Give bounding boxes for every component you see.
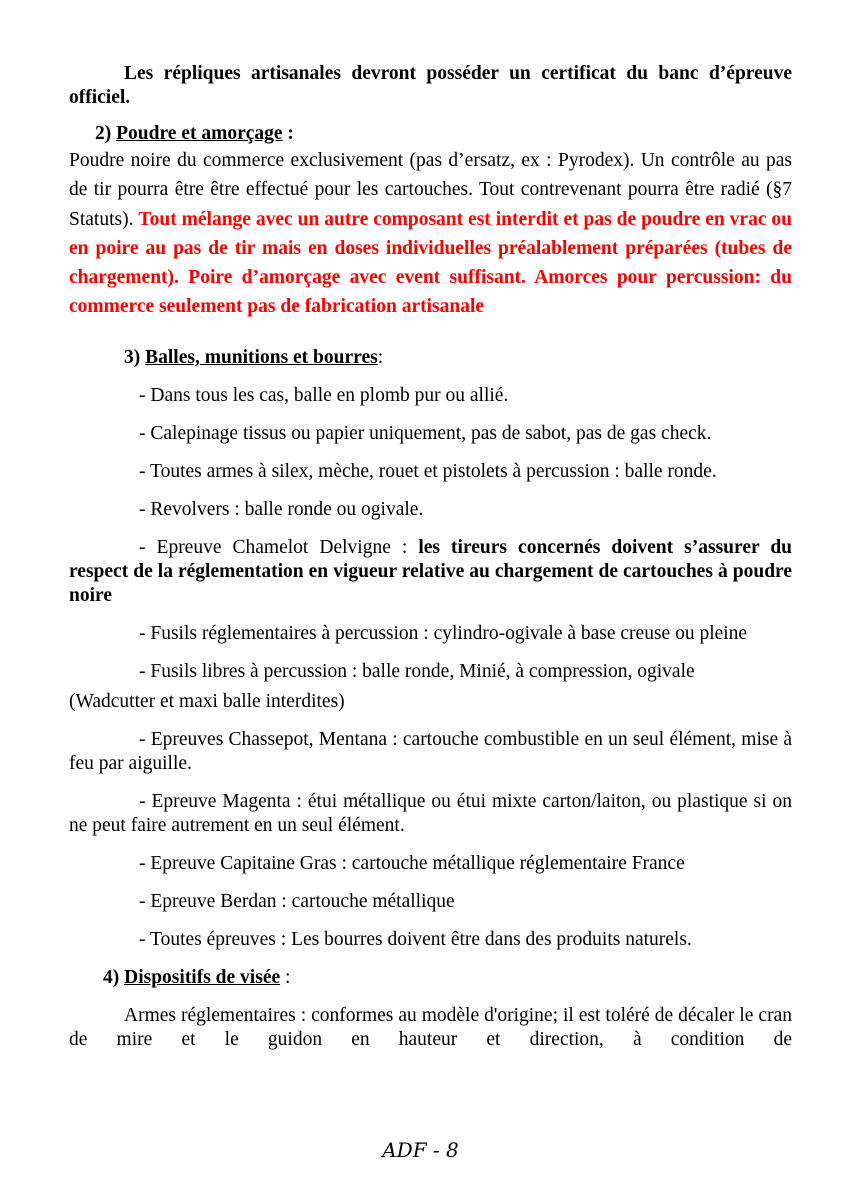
list-item	[69, 536, 792, 608]
intro-paragraph: Les répliques artisanales devront posséder un certificat du banc d’épreuve officiel.	[69, 63, 792, 108]
section-2-red-text: Tout mélange avec un autre composant est interdit et pas de poudre en vrac ou en poire au pas de tir mais en doses individuelles préalablement préparées (tubes de chargement). Poire d’amorçage avec event suffisant. Amorces pour percussion: du commerce seulement pas de fabrication artisanale	[69, 208, 792, 318]
list-item: - Toutes armes à silex, mèche, rouet et pistolets à percussion : balle ronde.	[139, 460, 717, 482]
section-3-colon: :	[377, 346, 384, 368]
section-2-number: 2)	[95, 123, 112, 144]
section-3-title: Balles, munitions et bourres	[145, 346, 378, 368]
section-3-heading	[69, 346, 792, 370]
section-2-title: Poudre et amorçage	[116, 123, 283, 144]
page-body	[69, 62, 792, 1052]
list-item: - Toutes épreuves : Les bourres doivent être dans des produits naturels.	[139, 928, 692, 950]
section-3-number: 3)	[124, 346, 141, 368]
list-item: - Dans tous les cas, balle en plomb pur ou allié.	[139, 384, 509, 406]
list-item-label: - Epreuve Chamelot Delvigne :	[139, 536, 408, 558]
list-item: - Epreuve Magenta : étui métallique ou étui mixte carton/laiton, ou plastique si on ne peut faire autrement en un seul élément.	[69, 790, 792, 836]
list-item: - Fusils libres à percussion : balle ronde, Minié, à compression, ogivale	[139, 660, 695, 682]
list-item: - Calepinage tissus ou papier uniquement, pas de sabot, pas de gas check.	[139, 422, 712, 444]
list-item: - Revolvers : balle ronde ou ogivale.	[139, 498, 424, 520]
section-2-text: Poudre noire du commerce exclusivement (pas d’ersatz, ex : Pyrodex). Un contrôle au pas de tir pourra être être effectué pour les cartouches. Tout contrevenant pourra être radié (§7 Statuts).	[69, 150, 792, 230]
list-item: - Fusils réglementaires à percussion : cylindro-ogivale à base creuse ou pleine	[139, 622, 748, 644]
section-4-paragraph: Armes réglementaires : conformes au modèle d'origine; il est toléré de décaler le cran de mire et le guidon en hauteur et direction, à condition de	[69, 1004, 792, 1050]
list-item: - Epreuve Berdan : cartouche métallique	[139, 890, 455, 912]
section-4-heading	[69, 966, 792, 990]
list-item-continuation: (Wadcutter et maxi balle interdites)	[69, 690, 345, 712]
section-4-number: 4)	[103, 966, 120, 988]
list-item: - Epreuve Capitaine Gras : cartouche métallique réglementaire France	[139, 852, 685, 874]
list-item: - Epreuves Chassepot, Mentana : cartouche combustible en un seul élément, mise à feu par aiguille.	[69, 728, 792, 774]
list-item-bold-text: les tireurs concernés doivent s’assurer du respect de la réglementation en vigueur relative au chargement de cartouches à poudre noire	[69, 536, 793, 606]
section-4-colon: :	[280, 966, 291, 988]
section-2-colon: :	[282, 123, 294, 144]
section-2-paragraph	[69, 146, 792, 322]
section-2-heading	[69, 122, 792, 146]
section-4-title: Dispositifs de visée	[124, 966, 281, 988]
page-footer: ADF - 8	[382, 1138, 459, 1162]
